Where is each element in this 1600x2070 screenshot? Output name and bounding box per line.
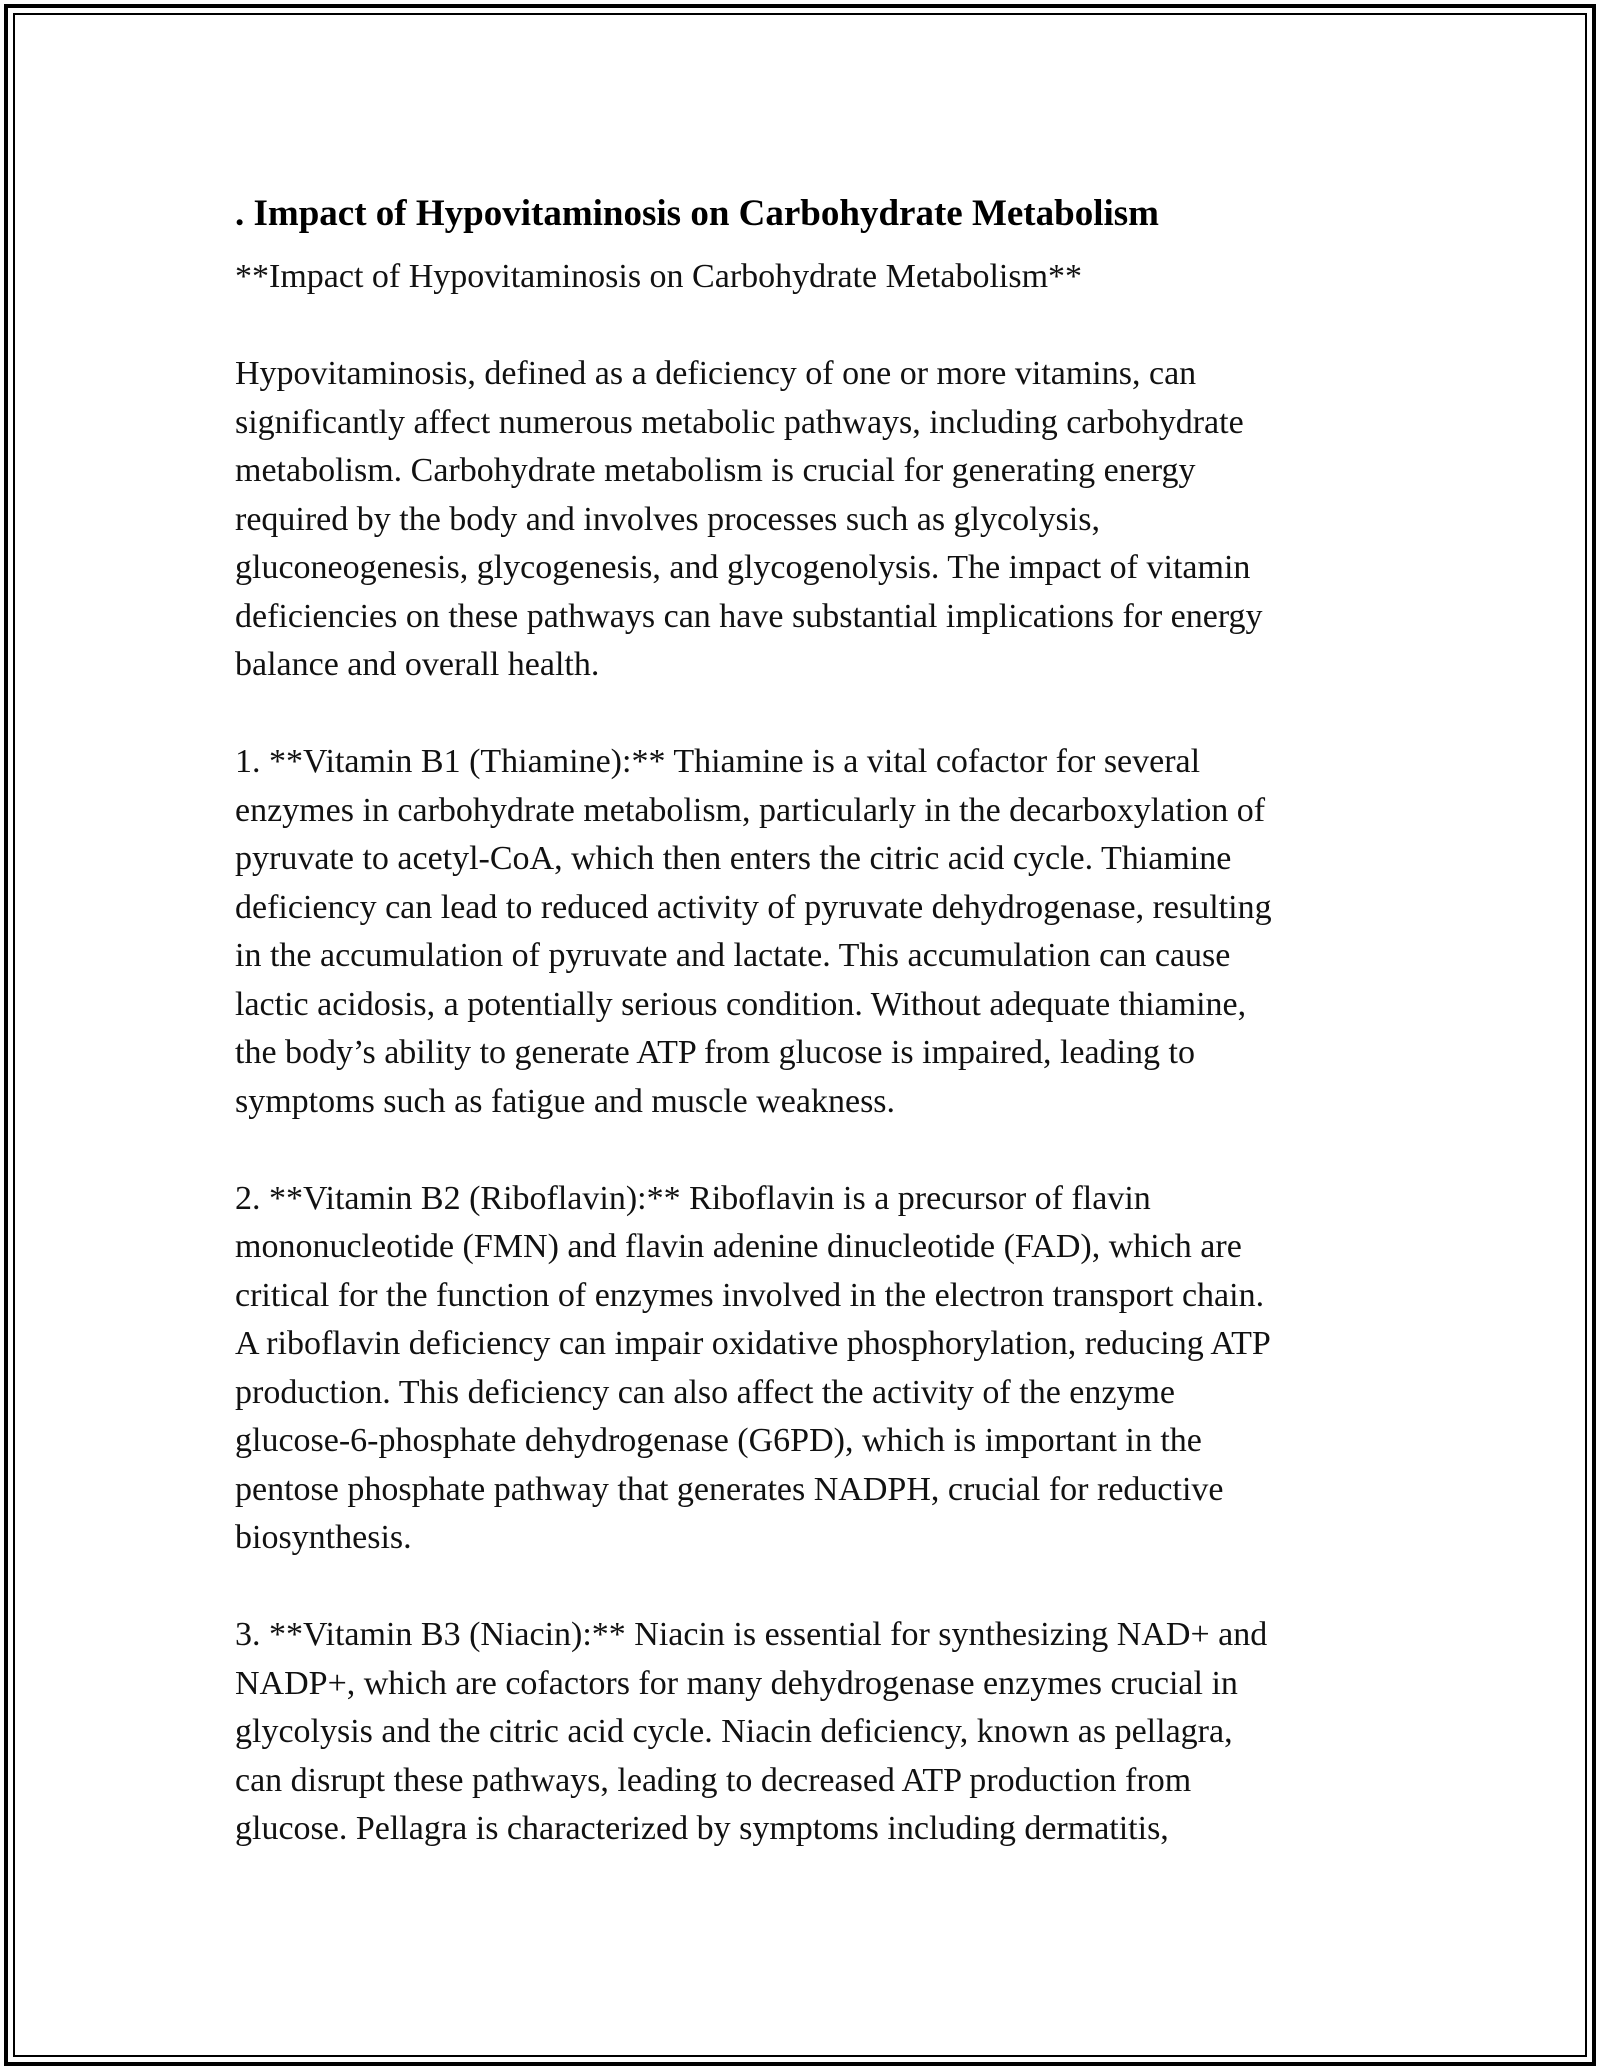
text-line: biosynthesis. bbox=[235, 1519, 412, 1556]
text-line: mononucleotide (FMN) and flavin adenine dinucleotide (FAD), which are bbox=[235, 1228, 1242, 1265]
vitamin-paragraph bbox=[235, 738, 1375, 1126]
paragraph-list bbox=[235, 350, 1375, 1854]
text-line: required by the body and involves processes such as glycolysis, bbox=[235, 500, 1100, 538]
text-line: Hypovitaminosis, defined as a deficiency of one or more vitamins, can bbox=[235, 355, 1197, 392]
text-line: glycolysis and the citric acid cycle. Niacin deficiency, known as pellagra, bbox=[235, 1713, 1233, 1750]
document-body bbox=[235, 185, 1375, 1854]
text-line: NADP+, which are cofactors for many dehydrogenase enzymes crucial in bbox=[235, 1664, 1238, 1702]
text-line: gluconeogenesis, glycogenesis, and glycogenolysis. The impact of vitamin bbox=[235, 549, 1251, 586]
text-line: symptoms such as fatigue and muscle weakness. bbox=[235, 1082, 896, 1120]
vitamin-paragraph bbox=[235, 1611, 1375, 1854]
text-line: balance and overall health. bbox=[235, 646, 600, 683]
text-line: 2. **Vitamin B2 (Riboflavin):** Riboflavin is a precursor of flavin bbox=[235, 1179, 1151, 1217]
text-line: glucose-6-phosphate dehydrogenase (G6PD), which is important in the bbox=[235, 1422, 1202, 1459]
text-line: lactic acidosis, a potentially serious condition. Without adequate thiamine, bbox=[235, 985, 1247, 1023]
text-line: production. This deficiency can also affect the activity of the enzyme bbox=[235, 1373, 1175, 1411]
text-line: can disrupt these pathways, leading to decreased ATP production from bbox=[235, 1761, 1192, 1799]
text-line: deficiencies on these pathways can have substantial implications for energy bbox=[235, 597, 1263, 635]
text-line: critical for the function of enzymes involved in the electron transport chain. bbox=[235, 1276, 1265, 1314]
vitamin-paragraph bbox=[235, 1175, 1375, 1563]
text-line: metabolism. Carbohydrate metabolism is crucial for generating energy bbox=[235, 452, 1196, 489]
intro-paragraph bbox=[235, 350, 1375, 690]
document-title: . Impact of Hypovitaminosis on Carbohydrate Metabolism bbox=[235, 193, 1159, 234]
text-line: 1. **Vitamin B1 (Thiamine):** Thiamine is a vital cofactor for several bbox=[235, 743, 1201, 780]
text-line: in the accumulation of pyruvate and lactate. This accumulation can cause bbox=[235, 937, 1231, 974]
text-line: A riboflavin deficiency can impair oxidative phosphorylation, reducing ATP bbox=[235, 1325, 1271, 1362]
text-line: the body’s ability to generate ATP from glucose is impaired, leading to bbox=[235, 1034, 1195, 1071]
text-line: glucose. Pellagra is characterized by symptoms including dermatitis, bbox=[235, 1810, 1169, 1847]
text-line: significantly affect numerous metabolic pathways, including carbohydrate bbox=[235, 403, 1244, 441]
text-line: deficiency can lead to reduced activity of pyruvate dehydrogenase, resulting bbox=[235, 888, 1272, 926]
document-subtitle: **Impact of Hypovitaminosis on Carbohydrate Metabolism** bbox=[235, 258, 1083, 295]
text-line: pyruvate to acetyl-CoA, which then enters the citric acid cycle. Thiamine bbox=[235, 840, 1232, 877]
text-line: 3. **Vitamin B3 (Niacin):** Niacin is essential for synthesizing NAD+ and bbox=[235, 1616, 1268, 1653]
text-line: pentose phosphate pathway that generates NADPH, crucial for reductive bbox=[235, 1470, 1224, 1508]
text-line: enzymes in carbohydrate metabolism, particularly in the decarboxylation of bbox=[235, 791, 1266, 829]
